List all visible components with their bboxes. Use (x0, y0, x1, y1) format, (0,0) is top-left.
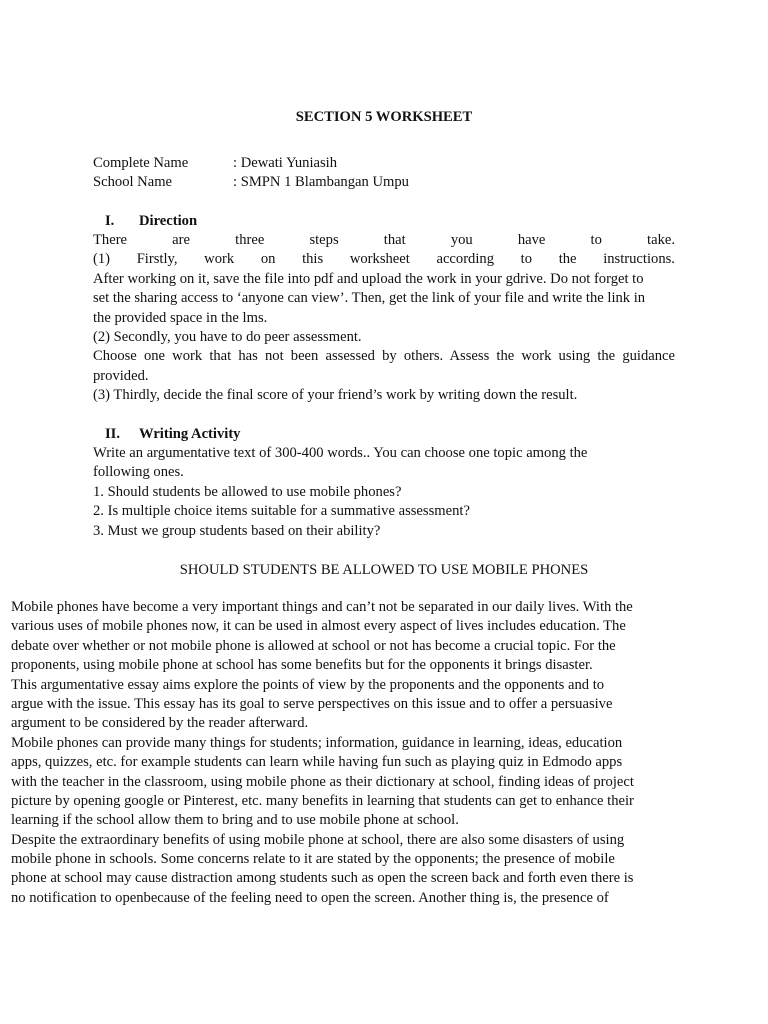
direction-text (93, 231, 675, 406)
essay-line: debate over whether or not mobile phone is allowed at school or not has become a crucial topic. For the (11, 637, 616, 654)
topic-item: 1. Should students be allowed to use mobile phones? (93, 483, 402, 500)
essay-line: apps, quizzes, etc. for example students can learn while having fun such as playing quiz in Edmodo apps (11, 754, 623, 771)
school-label: School Name (93, 174, 173, 191)
school-value: : SMPN 1 Blambangan Umpu (233, 174, 409, 191)
student-info (93, 154, 409, 193)
essay-line: Mobile phones have become a very important things and can’t not be separated in our daily lives. With the (11, 599, 633, 615)
essay-line: argue with the issue. This essay has its goal to serve perspectives on this issue and to offer a persuasive (11, 695, 613, 712)
writing-activity-text (93, 444, 675, 541)
step1-line: (1) Firstly, work on this worksheet according to the instructions. (93, 251, 675, 268)
name-row (93, 154, 409, 173)
topic-item: 2. Is multiple choice items suitable for a summative assessment? (93, 503, 470, 520)
direction-line: Choose one work that has not been assessed by others. Assess the work using the guidance (93, 348, 675, 365)
section-number: II. (105, 426, 121, 442)
direction-line: After working on it, save the file into pdf and upload the work in your gdrive. Do not forget to (93, 270, 644, 287)
writing-line: following ones. (93, 464, 184, 481)
section-number: I. (105, 213, 115, 229)
essay-title: SHOULD STUDENTS BE ALLOWED TO USE MOBILE PHONES (179, 562, 589, 578)
essay-line: picture by opening google or Pinterest, etc. many benefits in learning that students can get to enhance their (11, 792, 634, 809)
direction-line: the provided space in the lms. (93, 309, 268, 326)
page-title: SECTION 5 WORKSHEET (295, 109, 473, 125)
essay-line: mobile phone in schools. Some concerns relate to it are stated by the opponents; the presence of mobile (11, 851, 615, 868)
direction-line: (2) Secondly, you have to do peer assessment. (93, 328, 362, 345)
direction-line: set the sharing access to ‘anyone can view’. Then, get the link of your file and write the link in (93, 290, 646, 307)
essay-line: learning if the school allow them to bring and to use mobile phone at school. (11, 812, 459, 829)
section-heading-text: Direction (139, 213, 198, 229)
essay-line: argument to be considered by the reader afterward. (11, 715, 309, 732)
essay-line: Despite the extraordinary benefits of using mobile phone at school, there are also some disasters of using (11, 831, 625, 848)
name-value: : Dewati Yuniasih (233, 155, 338, 171)
essay-line: no notification to openbecause of the feeling need to open the screen. Another thing is, the presence of (11, 889, 609, 906)
school-row (93, 173, 409, 192)
essay-line: proponents, using mobile phone at school has some benefits but for the opponents it brings disaster. (11, 657, 593, 674)
essay-line: Mobile phones can provide many things for students; information, guidance in learning, ideas, education (11, 734, 623, 751)
essay-body (11, 598, 673, 908)
section-writing-heading (105, 425, 240, 444)
essay-line: various uses of mobile phones now, it can be used in almost every aspect of lives includes education. The (11, 618, 626, 635)
intro-line: There are three steps that you have to take. (93, 232, 676, 248)
essay-line: This argumentative essay aims explore the points of view by the proponents and the opponents and to (11, 676, 605, 693)
direction-line: provided. (93, 367, 149, 384)
name-label: Complete Name (93, 155, 189, 171)
essay-line: with the teacher in the classroom, using mobile phone as their dictionary at school, finding ideas of project (11, 773, 634, 790)
topic-item: 3. Must we group students based on their ability? (93, 522, 381, 539)
section-direction-heading (105, 212, 197, 231)
direction-line: (3) Thirdly, decide the final score of your friend’s work by writing down the result. (93, 387, 578, 404)
essay-line: phone at school may cause distraction among students such as open the screen back and forth even there is (11, 870, 634, 887)
section-heading-text: Writing Activity (139, 426, 241, 442)
writing-line: Write an argumentative text of 300-400 words.. You can choose one topic among the (93, 445, 588, 461)
